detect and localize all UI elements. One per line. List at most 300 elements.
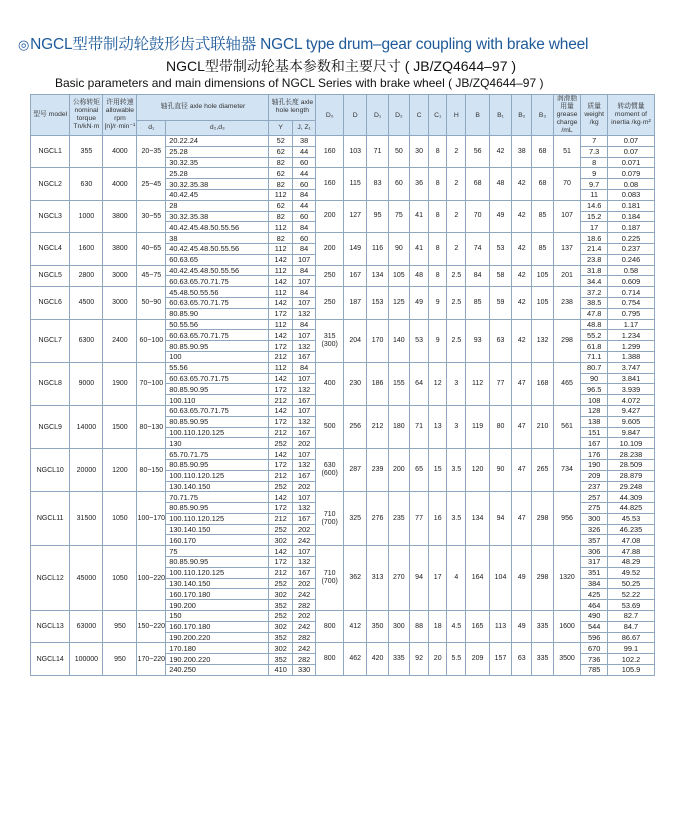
hole-length-y: 112 xyxy=(269,362,292,373)
hole-length-y: 410 xyxy=(269,665,292,676)
col-d1: d₁ xyxy=(137,120,166,135)
dim-b2: 47 xyxy=(512,405,532,448)
inertia-value: 29.248 xyxy=(607,481,654,492)
dim-grease: 298 xyxy=(553,319,581,362)
hole-length-y: 142 xyxy=(269,546,292,557)
bore-d2-d3: 130 xyxy=(166,438,269,449)
hole-length-j: 107 xyxy=(292,254,315,265)
hole-length-j: 202 xyxy=(292,481,315,492)
dim-d: 187 xyxy=(344,287,367,319)
weight-value: 351 xyxy=(581,567,608,578)
hole-length-y: 212 xyxy=(269,513,292,524)
dim-h: 4.5 xyxy=(447,611,466,643)
allowable-speed: 950 xyxy=(103,643,137,675)
hole-length-j: 44 xyxy=(292,146,315,157)
weight-value: 257 xyxy=(581,492,608,503)
inertia-value: 0.246 xyxy=(607,254,654,265)
dim-grease: 465 xyxy=(553,362,581,405)
hole-length-y: 252 xyxy=(269,524,292,535)
weight-value: 670 xyxy=(581,643,608,654)
inertia-value: 53.69 xyxy=(607,600,654,611)
weight-value: 47.8 xyxy=(581,308,608,319)
inertia-value: 48.29 xyxy=(607,557,654,568)
weight-value: 31.8 xyxy=(581,265,608,276)
bore-d2-d3: 100 xyxy=(166,351,269,362)
bore-d2-d3: 75 xyxy=(166,546,269,557)
hole-length-j: 60 xyxy=(292,179,315,190)
dim-d2: 335 xyxy=(388,643,409,675)
dim-b3: 105 xyxy=(532,265,553,287)
weight-value: 71.1 xyxy=(581,351,608,362)
hole-length-j: 282 xyxy=(292,632,315,643)
hole-length-y: 142 xyxy=(269,405,292,416)
weight-value: 357 xyxy=(581,535,608,546)
hole-length-y: 252 xyxy=(269,578,292,589)
hole-length-y: 302 xyxy=(269,535,292,546)
hole-length-y: 62 xyxy=(269,200,292,211)
dim-d2: 60 xyxy=(388,168,409,200)
weight-value: 37.2 xyxy=(581,287,608,298)
hole-length-j: 167 xyxy=(292,427,315,438)
weight-value: 167 xyxy=(581,438,608,449)
hole-length-j: 107 xyxy=(292,373,315,384)
bore-d2-d3: 80.85.90.95 xyxy=(166,416,269,427)
bore-d2-d3: 150 xyxy=(166,611,269,622)
bore-d2-d3: 80.85.90.95 xyxy=(166,459,269,470)
inertia-value: 28.238 xyxy=(607,449,654,460)
weight-value: 317 xyxy=(581,557,608,568)
dim-grease: 51 xyxy=(553,136,581,168)
bore-d2-d3: 40.42.45.48.50.55.56 xyxy=(166,222,269,233)
dim-b: 84 xyxy=(466,265,489,287)
dim-d1: 186 xyxy=(367,362,388,405)
inertia-value: 3.747 xyxy=(607,362,654,373)
bore-d2-d3: 160.170.180 xyxy=(166,589,269,600)
nominal-torque: 2800 xyxy=(70,265,103,287)
inertia-value: 1.299 xyxy=(607,341,654,352)
allowable-speed: 3000 xyxy=(103,287,137,319)
hole-length-j: 167 xyxy=(292,351,315,362)
dim-b1: 94 xyxy=(489,492,511,546)
weight-value: 108 xyxy=(581,395,608,406)
dim-d0: 160 xyxy=(316,168,344,200)
hole-length-j: 282 xyxy=(292,600,315,611)
dim-b1: 63 xyxy=(489,319,511,362)
hole-length-y: 212 xyxy=(269,395,292,406)
dim-b2: 38 xyxy=(512,136,532,168)
model-name: NGCL1 xyxy=(31,136,70,168)
hole-length-y: 172 xyxy=(269,557,292,568)
dim-c: 65 xyxy=(410,449,429,492)
dim-d: 256 xyxy=(344,405,367,448)
hole-length-y: 212 xyxy=(269,427,292,438)
nominal-torque: 1600 xyxy=(70,233,103,265)
model-name: NGCL4 xyxy=(31,233,70,265)
weight-value: 190 xyxy=(581,459,608,470)
col-J-Z1: J, Z₁ xyxy=(292,120,315,135)
hole-length-j: 107 xyxy=(292,449,315,460)
dim-d1: 276 xyxy=(367,492,388,546)
hole-length-y: 352 xyxy=(269,654,292,665)
nominal-torque: 20000 xyxy=(70,449,103,492)
bore-d2-d3: 160.170.180 xyxy=(166,621,269,632)
hole-length-y: 142 xyxy=(269,373,292,384)
hole-length-y: 112 xyxy=(269,319,292,330)
hole-length-y: 52 xyxy=(269,136,292,147)
col-grease: 润滑脂用量 grease charge /mL xyxy=(553,95,581,136)
dim-c: 94 xyxy=(410,546,429,611)
hole-length-y: 302 xyxy=(269,589,292,600)
hole-length-j: 167 xyxy=(292,470,315,481)
weight-value: 128 xyxy=(581,405,608,416)
table-row xyxy=(31,168,655,179)
hole-length-y: 352 xyxy=(269,600,292,611)
hole-length-y: 112 xyxy=(269,287,292,298)
inertia-value: 0.714 xyxy=(607,287,654,298)
table-body xyxy=(31,136,655,676)
dim-grease: 70 xyxy=(553,168,581,200)
bore-d2-d3: 60.63.65 xyxy=(166,254,269,265)
hole-length-j: 242 xyxy=(292,535,315,546)
inertia-value: 0.181 xyxy=(607,200,654,211)
dim-h: 2 xyxy=(447,233,466,265)
col-C: C xyxy=(410,95,429,136)
weight-value: 306 xyxy=(581,546,608,557)
model-name: NGCL8 xyxy=(31,362,70,405)
nominal-torque: 6300 xyxy=(70,319,103,362)
bore-d2-d3: 100.110.120.125 xyxy=(166,470,269,481)
bore-d2-d3: 40.42.45 xyxy=(166,189,269,200)
inertia-value: 84.7 xyxy=(607,621,654,632)
bore-d2-d3: 80.85.90.95 xyxy=(166,503,269,514)
dim-c1: 8 xyxy=(429,200,447,232)
hole-length-y: 172 xyxy=(269,341,292,352)
weight-value: 425 xyxy=(581,589,608,600)
weight-value: 14.6 xyxy=(581,200,608,211)
bore-d1-range: 20~35 xyxy=(137,136,166,168)
col-C1: C₁ xyxy=(429,95,447,136)
dim-c1: 9 xyxy=(429,319,447,362)
inertia-value: 28.509 xyxy=(607,459,654,470)
hole-length-y: 112 xyxy=(269,265,292,276)
dim-c1: 18 xyxy=(429,611,447,643)
dim-d1: 420 xyxy=(367,643,388,675)
hole-length-y: 142 xyxy=(269,276,292,287)
hole-length-j: 84 xyxy=(292,319,315,330)
table-row xyxy=(31,233,655,244)
col-hole-length: 轴孔长度 axle hole length xyxy=(269,95,316,121)
hole-length-j: 107 xyxy=(292,297,315,308)
dim-grease: 238 xyxy=(553,287,581,319)
bore-d1-range: 40~65 xyxy=(137,233,166,265)
table-row xyxy=(31,319,655,330)
dim-b: 164 xyxy=(466,546,489,611)
dim-b: 74 xyxy=(466,233,489,265)
hole-length-j: 330 xyxy=(292,665,315,676)
hole-length-y: 252 xyxy=(269,438,292,449)
model-name: NGCL2 xyxy=(31,168,70,200)
hole-length-y: 142 xyxy=(269,297,292,308)
dim-c1: 15 xyxy=(429,449,447,492)
hole-length-y: 172 xyxy=(269,503,292,514)
table-row xyxy=(31,136,655,147)
hole-length-y: 82 xyxy=(269,157,292,168)
bore-d1-range: 50~90 xyxy=(137,287,166,319)
hole-length-j: 44 xyxy=(292,168,315,179)
hole-length-y: 252 xyxy=(269,611,292,622)
dim-b3: 210 xyxy=(532,405,553,448)
bore-d2-d3: 190.200.220 xyxy=(166,632,269,643)
bore-d1-range: 60~100 xyxy=(137,319,166,362)
dim-d2: 235 xyxy=(388,492,409,546)
dim-d0: 250 xyxy=(316,287,344,319)
nominal-torque: 4500 xyxy=(70,287,103,319)
col-D2: D₂ xyxy=(388,95,409,136)
dim-c: 41 xyxy=(410,200,429,232)
weight-value: 48.8 xyxy=(581,319,608,330)
dim-c1: 20 xyxy=(429,643,447,675)
dim-c1: 16 xyxy=(429,492,447,546)
allowable-speed: 1900 xyxy=(103,362,137,405)
inertia-value: 9.427 xyxy=(607,405,654,416)
inertia-value: 0.187 xyxy=(607,222,654,233)
nominal-torque: 1000 xyxy=(70,200,103,232)
col-D: D xyxy=(344,95,367,136)
dim-c: 48 xyxy=(410,265,429,287)
col-bore: 轴孔直径 axle hole diameter xyxy=(137,95,269,121)
dim-b1: 104 xyxy=(489,546,511,611)
dim-d0: 400 xyxy=(316,362,344,405)
hole-length-y: 212 xyxy=(269,470,292,481)
bore-d2-d3: 100.110.120.125 xyxy=(166,427,269,438)
bore-d2-d3: 65.70.71.75 xyxy=(166,449,269,460)
hole-length-j: 60 xyxy=(292,211,315,222)
inertia-value: 102.2 xyxy=(607,654,654,665)
hole-length-j: 107 xyxy=(292,276,315,287)
dim-d0: 800 xyxy=(316,611,344,643)
inertia-value: 46.235 xyxy=(607,524,654,535)
weight-value: 176 xyxy=(581,449,608,460)
dim-b2: 49 xyxy=(512,546,532,611)
hole-length-y: 142 xyxy=(269,449,292,460)
bore-d2-d3: 38 xyxy=(166,233,269,244)
weight-value: 11 xyxy=(581,189,608,200)
model-name: NGCL12 xyxy=(31,546,70,611)
table-row xyxy=(31,265,655,276)
col-B1: B₁ xyxy=(489,95,511,136)
weight-value: 23.8 xyxy=(581,254,608,265)
weight-value: 7 xyxy=(581,136,608,147)
allowable-speed: 1200 xyxy=(103,449,137,492)
dim-d1: 313 xyxy=(367,546,388,611)
hole-length-y: 82 xyxy=(269,211,292,222)
dim-b: 85 xyxy=(466,287,489,319)
model-name: NGCL13 xyxy=(31,611,70,643)
dim-c: 88 xyxy=(410,611,429,643)
inertia-value: 0.07 xyxy=(607,146,654,157)
inertia-value: 0.08 xyxy=(607,179,654,190)
weight-value: 55.2 xyxy=(581,330,608,341)
inertia-value: 0.079 xyxy=(607,168,654,179)
dim-b2: 47 xyxy=(512,362,532,405)
dim-h: 2 xyxy=(447,136,466,168)
hole-length-y: 172 xyxy=(269,308,292,319)
weight-value: 38.5 xyxy=(581,297,608,308)
bore-d2-d3: 30.32.35.38 xyxy=(166,211,269,222)
dim-b1: 77 xyxy=(489,362,511,405)
dim-d: 362 xyxy=(344,546,367,611)
dim-c: 53 xyxy=(410,319,429,362)
dim-d2: 50 xyxy=(388,136,409,168)
hole-length-y: 142 xyxy=(269,330,292,341)
dim-d: 287 xyxy=(344,449,367,492)
page-title xyxy=(18,32,588,54)
hole-length-j: 242 xyxy=(292,589,315,600)
weight-value: 785 xyxy=(581,665,608,676)
dim-b: 209 xyxy=(466,643,489,675)
model-name: NGCL5 xyxy=(31,265,70,287)
table-row xyxy=(31,405,655,416)
dim-b2: 42 xyxy=(512,168,532,200)
hole-length-j: 282 xyxy=(292,654,315,665)
inertia-value: 3.939 xyxy=(607,384,654,395)
dim-b2: 63 xyxy=(512,643,532,675)
table-row xyxy=(31,200,655,211)
bore-d1-range: 80~150 xyxy=(137,449,166,492)
weight-value: 275 xyxy=(581,503,608,514)
inertia-value: 28.879 xyxy=(607,470,654,481)
col-weight: 质量 weight /kg xyxy=(581,95,608,136)
inertia-value: 0.58 xyxy=(607,265,654,276)
dim-b2: 42 xyxy=(512,265,532,287)
dim-b: 119 xyxy=(466,405,489,448)
col-B: B xyxy=(466,95,489,136)
hole-length-j: 44 xyxy=(292,200,315,211)
inertia-value: 0.225 xyxy=(607,233,654,244)
dim-b: 134 xyxy=(466,492,489,546)
bore-d2-d3: 25.28 xyxy=(166,146,269,157)
dim-d: 204 xyxy=(344,319,367,362)
dim-d0: 710 (700) xyxy=(316,546,344,611)
weight-value: 9 xyxy=(581,168,608,179)
dim-d0: 250 xyxy=(316,265,344,287)
weight-value: 544 xyxy=(581,621,608,632)
bore-d2-d3: 80.85.90.95 xyxy=(166,557,269,568)
inertia-value: 1.234 xyxy=(607,330,654,341)
dim-d: 230 xyxy=(344,362,367,405)
hole-length-j: 132 xyxy=(292,557,315,568)
weight-value: 209 xyxy=(581,470,608,481)
dim-d1: 95 xyxy=(367,200,388,232)
dim-d1: 350 xyxy=(367,611,388,643)
weight-value: 8 xyxy=(581,157,608,168)
dim-b1: 157 xyxy=(489,643,511,675)
weight-value: 61.8 xyxy=(581,341,608,352)
hole-length-j: 202 xyxy=(292,578,315,589)
bore-d1-range: 80~130 xyxy=(137,405,166,448)
bore-d2-d3: 55.56 xyxy=(166,362,269,373)
dim-d0: 630 (600) xyxy=(316,449,344,492)
table-row xyxy=(31,362,655,373)
dim-b1: 59 xyxy=(489,287,511,319)
table-row xyxy=(31,492,655,503)
dim-d: 103 xyxy=(344,136,367,168)
col-H: H xyxy=(447,95,466,136)
inertia-value: 0.754 xyxy=(607,297,654,308)
allowable-speed: 3000 xyxy=(103,265,137,287)
hole-length-j: 107 xyxy=(292,330,315,341)
col-model: 型号 model xyxy=(31,95,70,136)
dim-h: 3 xyxy=(447,405,466,448)
dim-d: 462 xyxy=(344,643,367,675)
hole-length-y: 112 xyxy=(269,243,292,254)
weight-value: 80.7 xyxy=(581,362,608,373)
hole-length-j: 202 xyxy=(292,438,315,449)
hole-length-y: 112 xyxy=(269,222,292,233)
bore-d2-d3: 240.250 xyxy=(166,665,269,676)
dim-b1: 49 xyxy=(489,200,511,232)
hole-length-y: 62 xyxy=(269,146,292,157)
col-torque: 公称转矩 nominal torque Tn/kN·m xyxy=(70,95,103,136)
inertia-value: 9.605 xyxy=(607,416,654,427)
dim-d1: 170 xyxy=(367,319,388,362)
nominal-torque: 31500 xyxy=(70,492,103,546)
hole-length-j: 132 xyxy=(292,341,315,352)
dim-c1: 8 xyxy=(429,233,447,265)
allowable-speed: 1050 xyxy=(103,546,137,611)
dim-b3: 132 xyxy=(532,319,553,362)
dim-d: 149 xyxy=(344,233,367,265)
bore-d2-d3: 28 xyxy=(166,200,269,211)
bore-d2-d3: 190.200.220 xyxy=(166,654,269,665)
dim-b3: 68 xyxy=(532,136,553,168)
model-name: NGCL7 xyxy=(31,319,70,362)
dim-c: 77 xyxy=(410,492,429,546)
dim-c: 71 xyxy=(410,405,429,448)
hole-length-j: 132 xyxy=(292,416,315,427)
hole-length-j: 202 xyxy=(292,524,315,535)
bore-d1-range: 30~55 xyxy=(137,200,166,232)
dim-d2: 75 xyxy=(388,200,409,232)
hole-length-y: 212 xyxy=(269,567,292,578)
weight-value: 138 xyxy=(581,416,608,427)
allowable-speed: 3800 xyxy=(103,200,137,232)
nominal-torque: 45000 xyxy=(70,546,103,611)
weight-value: 90 xyxy=(581,373,608,384)
dim-d2: 140 xyxy=(388,319,409,362)
dim-b3: 265 xyxy=(532,449,553,492)
weight-value: 464 xyxy=(581,600,608,611)
table-row xyxy=(31,611,655,622)
weight-value: 736 xyxy=(581,654,608,665)
bore-d2-d3: 30.32.35 xyxy=(166,157,269,168)
inertia-value: 47.88 xyxy=(607,546,654,557)
dim-b1: 90 xyxy=(489,449,511,492)
dim-d: 167 xyxy=(344,265,367,287)
hole-length-j: 38 xyxy=(292,136,315,147)
dim-d2: 90 xyxy=(388,233,409,265)
col-B2: B₂ xyxy=(512,95,532,136)
hole-length-j: 132 xyxy=(292,384,315,395)
weight-value: 21.4 xyxy=(581,243,608,254)
allowable-speed: 4000 xyxy=(103,136,137,168)
dim-h: 2 xyxy=(447,168,466,200)
dim-h: 2 xyxy=(447,200,466,232)
hole-length-y: 252 xyxy=(269,481,292,492)
table-row xyxy=(31,546,655,557)
inertia-value: 0.07 xyxy=(607,136,654,147)
allowable-speed: 1050 xyxy=(103,492,137,546)
